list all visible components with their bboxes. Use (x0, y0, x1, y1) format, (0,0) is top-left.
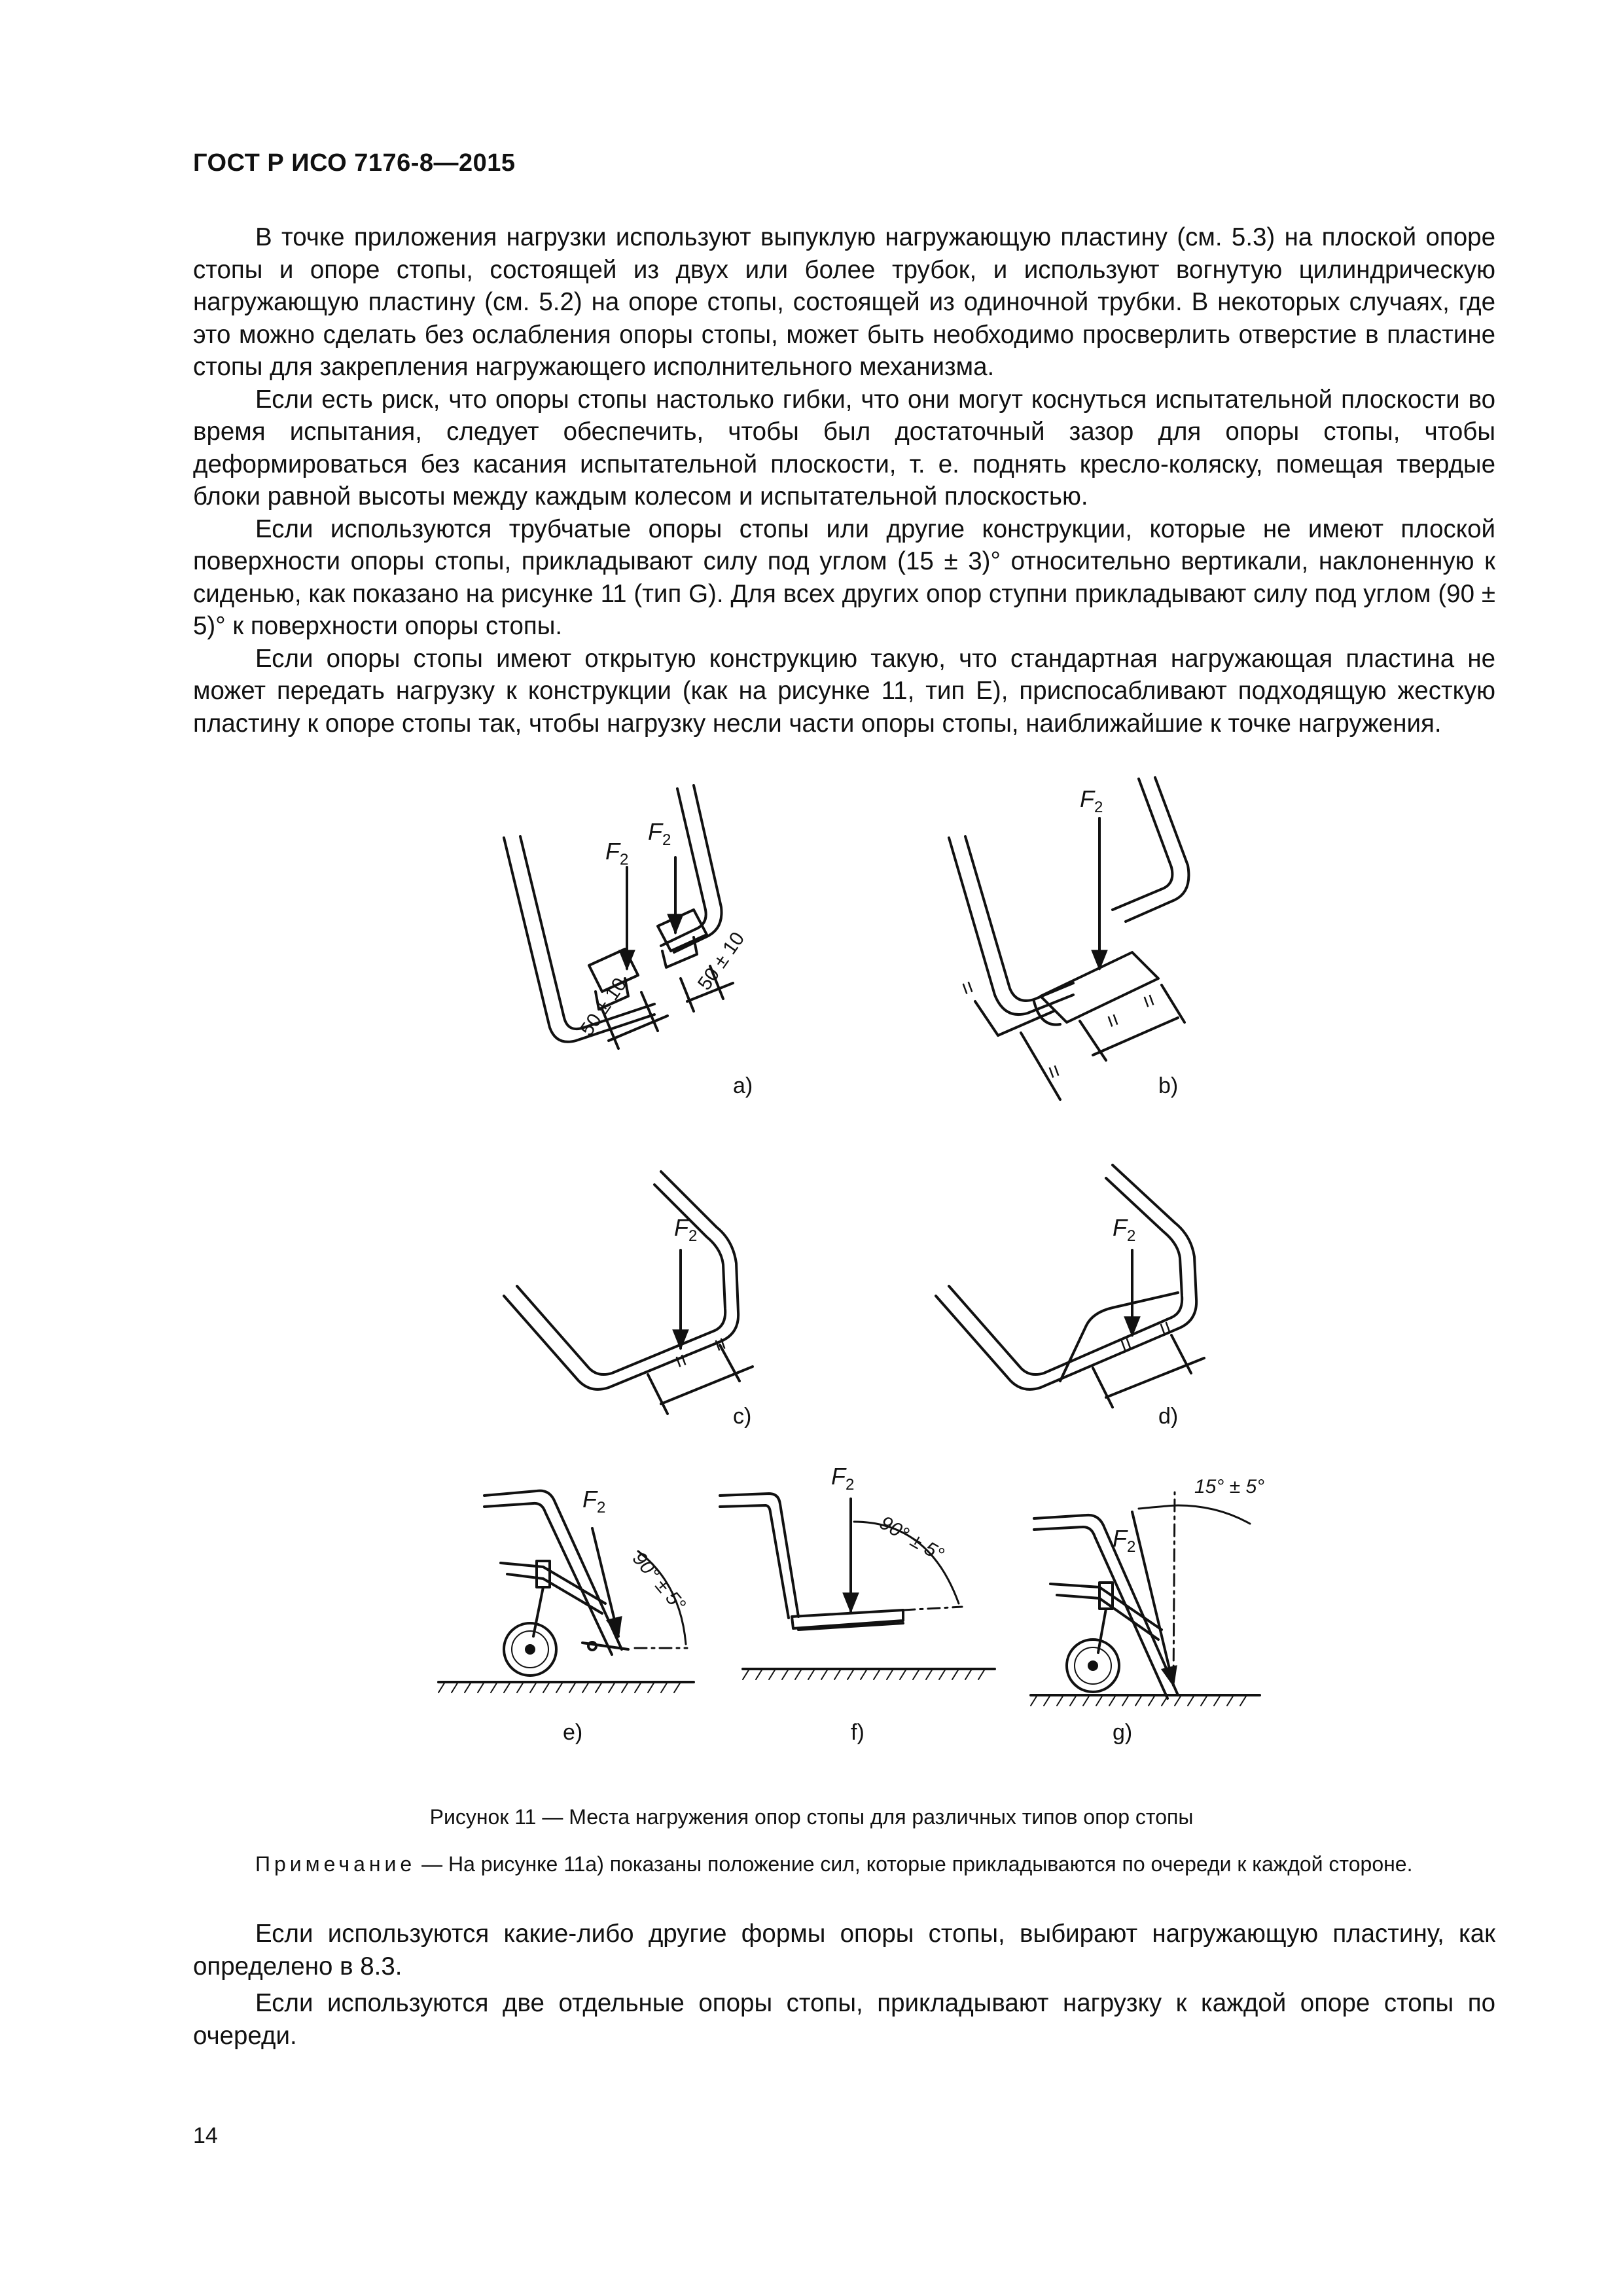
force-label: $F_2$ (605, 838, 629, 869)
force-label: $F_2$ (1080, 785, 1103, 817)
equal-mark: = (706, 1334, 734, 1355)
paragraph: Если используются какие-либо другие формы опоры стопы, выбирают нагружающую пластину, как определено в 8.3. (193, 1920, 1495, 1981)
force-label: $F_2$ (831, 1463, 855, 1494)
panel-label-d: d) (1158, 1404, 1179, 1429)
angle-label: 90° ± 5° (876, 1512, 948, 1566)
paragraph: В точке приложения нагрузки используют выпуклую нагружающую пластину (см. 5.3) на плоской опоре стопы и опоре стопы, состоящей из двух или более трубок, и используют вогнутую цилиндрическую нагружающую пластину (см. 5.2) на опоре стопы, состоящей из одиночной трубки. В некоторых случаях, где это можно сделать без ослабления опоры стопы, может быть необходимо просверлить отверстие в пластине стопы для закрепления нагружающего исполнительного механизма. (193, 223, 1495, 381)
force-label: $F_2$ (582, 1486, 606, 1517)
panel-label-e: e) (563, 1720, 583, 1745)
force-label: $F_2$ (1113, 1525, 1136, 1556)
paragraph: Если используются трубчатые опоры стопы или другие конструкции, которые не имеют плоской поверхности опоры стопы, прикладывают силу под углом (15 ± 3)° относительно вертикали, наклоненную к сиденью, как показано на рисунке 11 (тип G). Для всех других опор ступни прикладывают силу под углом (90 ± 5)° к поверхности опоры стопы. (193, 514, 1495, 640)
dimension-label: 50 ± 10 (576, 974, 632, 1040)
note-text: — На рисунке 11а) показаны положение сил, которые прикладываются по очереди к каждой стороне. (416, 1852, 1413, 1876)
force-label: $F_2$ (1113, 1214, 1136, 1246)
panel-label-a: a) (733, 1073, 753, 1098)
angle-label: 90° ± 5° (628, 1548, 690, 1616)
panel-d-drawing (936, 1165, 1204, 1407)
dimension-label: 50 ± 10 (694, 928, 749, 994)
paragraph: Если опоры стопы имеют открытую конструкцию такую, что стандартная нагружающая пластина не может передать нагрузку к конструкции (как на рисунке 11, тип E), приспосабливают подходящую жесткую пластину к опоре стопы так, чтобы нагрузку несли части опоры стопы, наиближайшие к точке нагружения. (193, 644, 1495, 738)
panel-label-c: c) (733, 1404, 752, 1429)
panel-label-b: b) (1158, 1073, 1179, 1098)
panel-a-drawing (504, 785, 733, 1049)
panel-c-drawing (504, 1172, 753, 1414)
angle-label: 15° ± 5° (1194, 1476, 1265, 1498)
paragraph: Если есть риск, что опоры стопы настолько гибки, что они могут коснуться испытательной плоскости во время испытания, следует обеспечить, чтобы был достаточный зазор для опоры стопы, чтобы деформироваться без касания испытательной плоскости, т. е. поднять кресло-коляску, помещая твердые блоки равной высоты между каждым колесом и испытательной плоскостью. (193, 385, 1495, 511)
force-label: $F_2$ (674, 1214, 698, 1246)
force-label: $F_2$ (648, 818, 671, 850)
equal-mark: = (1099, 1010, 1127, 1031)
bottom-text (193, 1918, 1495, 2056)
panel-f-drawing (720, 1494, 995, 1679)
equal-mark: = (954, 977, 982, 999)
page-number: 14 (193, 2123, 218, 2148)
document-header: ГОСТ Р ИСО 7176-8—2015 (193, 149, 516, 177)
panel-label-f: f) (851, 1720, 865, 1745)
panel-label-g: g) (1113, 1720, 1133, 1745)
figure-caption: Рисунок 11 — Места нагружения опор стопы для различных типов опор стопы (429, 1805, 1194, 1829)
figure-drawing (0, 753, 1623, 1767)
equal-mark: = (1112, 1334, 1140, 1355)
equal-mark: = (1151, 1318, 1179, 1339)
figure-note (193, 1850, 1495, 1878)
panel-g-drawing (1031, 1492, 1260, 1706)
equal-mark: = (1135, 990, 1163, 1012)
figure-11 (0, 753, 1623, 1767)
body-text (193, 221, 1495, 740)
note-label: Примечание (255, 1852, 416, 1876)
panel-b-drawing (949, 778, 1188, 1100)
equal-mark: = (667, 1350, 695, 1372)
paragraph: Если используются две отдельные опоры стопы, прикладывают нагрузку к каждой опоре стопы по очереди. (193, 1989, 1495, 2050)
equal-mark: = (1040, 1061, 1068, 1083)
